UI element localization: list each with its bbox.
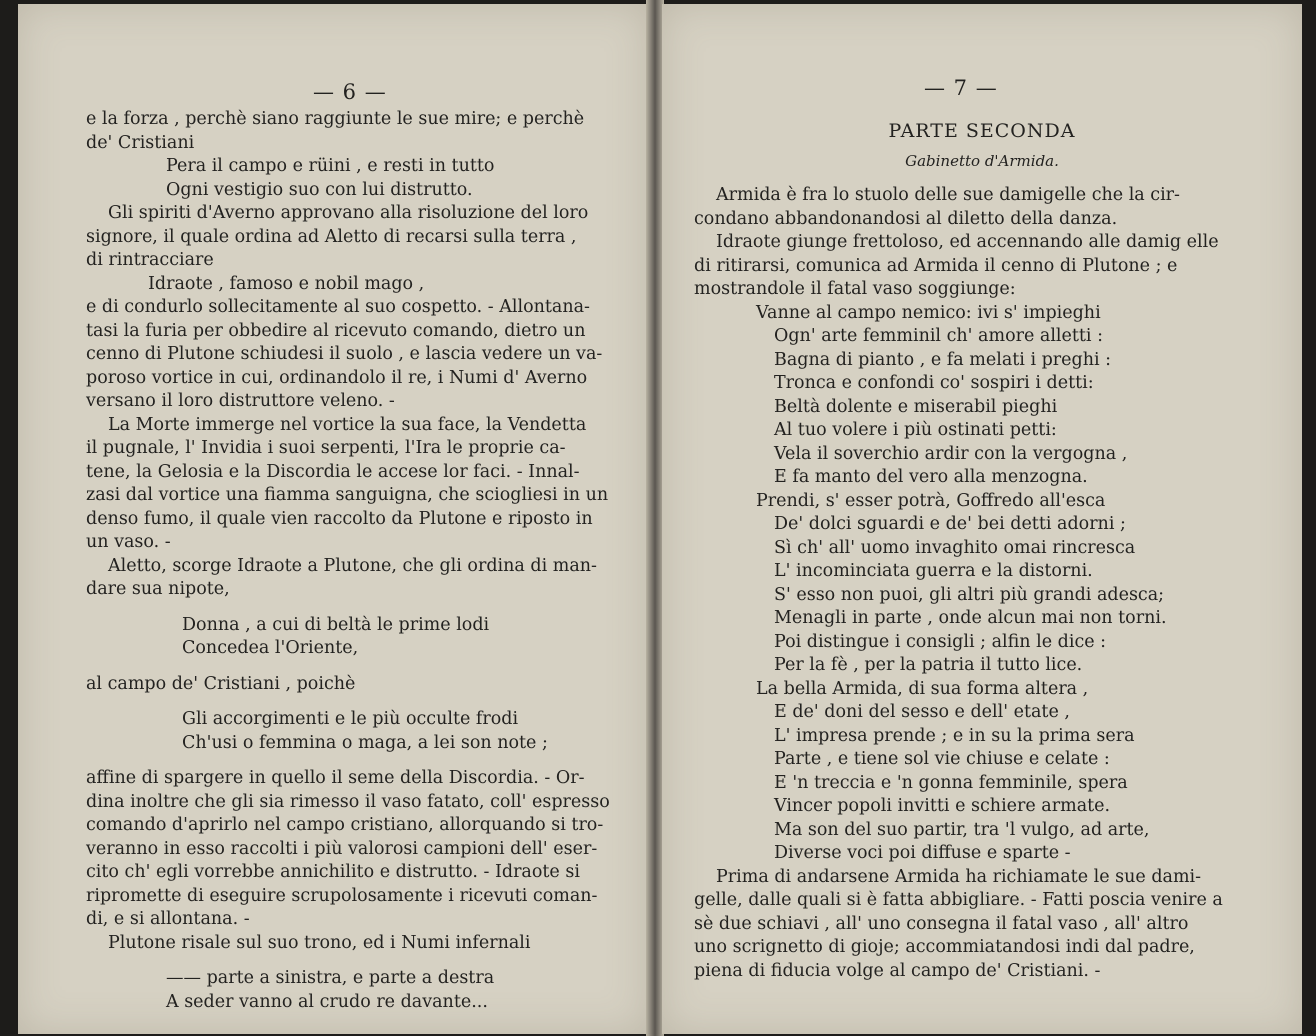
text-line: A seder vanno al crudo re davante...: [166, 991, 488, 1012]
text-line: poroso vortice in cui, ordinandolo il re, i Numi d' Averno: [86, 367, 588, 388]
text-line: Menagli in parte , onde alcun mai non torni.: [774, 608, 1167, 628]
text-line: Per la fè , per la patria il tutto lice.: [774, 655, 1083, 675]
text-line: Al tuo volere i più ostinati petti:: [774, 420, 1057, 440]
text-line: e la forza , perchè siano raggiunte le sue mire; e perchè: [86, 109, 585, 129]
text-line: Vanne al campo nemico: ivi s' impieghi: [756, 302, 1101, 323]
text-line: signore, il quale ordina ad Aletto di recarsi sulla terra ,: [86, 226, 577, 247]
text-line: comando d'aprirlo nel campo cristiano, allorquando si tro-: [86, 815, 604, 835]
text-line: sè due schiavi , all' uno consegna il fatal vaso , all' altro: [694, 913, 1189, 934]
text-line: Beltà dolente e miserabil pieghi: [774, 396, 1058, 417]
text-line: Prendi, s' esser potrà, Goffredo all'esca: [756, 490, 1106, 511]
text-line: cenno di Plutone schiudesi il suolo , e lascia vedere un va-: [86, 344, 603, 364]
section-heading: PARTE SECONDA: [888, 120, 1076, 142]
text-line: ripromette di eseguire scrupolosamente i ricevuti coman-: [86, 885, 598, 906]
text-line: E fa manto del vero alla menzogna.: [774, 467, 1088, 487]
text-line: L' incominciata guerra e la distorni.: [774, 561, 1093, 581]
blank-gap: [86, 955, 634, 967]
text-line: Pera il campo e rüini , e resti in tutto: [166, 156, 495, 176]
text-line: Aletto, scorge Idraote a Plutone, che gli ordina di man-: [108, 555, 597, 576]
text-line: piena di fiducia volge al campo de' Cristiani. -: [694, 960, 1101, 981]
text-line: dare sua nipote,: [86, 579, 230, 599]
left-page: [18, 4, 648, 1034]
text-line: al campo de' Cristiani , poichè: [86, 673, 356, 694]
text-line: de' Cristiani: [86, 132, 195, 153]
text-line: cito ch' egli vorrebbe annichilito e distrutto. - Idraote si: [86, 862, 580, 882]
text-line: tasi la furia per obbedire al ricevuto comando, dietro un: [86, 320, 586, 341]
text-line: Concedea l'Oriente,: [182, 638, 359, 658]
text-line: di ritirarsi, comunica ad Armida il cenno di Plutone ; e: [694, 255, 1178, 276]
text-line: Poi distingue i consigli ; alfin le dice :: [774, 631, 1107, 652]
page-body: [86, 108, 634, 1014]
text-line: L' impresa prende ; e in su la prima sera: [774, 725, 1135, 746]
text-line: Gli spiriti d'Averno approvano alla risoluzione del loro: [108, 203, 589, 223]
page-number: — 6 —: [313, 80, 387, 104]
text-line: Bagna di pianto , e fa melati i preghi :: [774, 349, 1112, 370]
text-line: gelle, dalle quali si è fatta abbigliare. - Fatti poscia venire a: [694, 890, 1223, 910]
text-line: Plutone risale sul suo trono, ed i Numi infernali: [108, 932, 531, 953]
text-line: E de' doni del sesso e dell' etate ,: [774, 702, 1070, 722]
text-line: Prima di andarsene Armida ha richiamate le sue dami-: [716, 866, 1202, 887]
text-line: Vincer popoli invitti e schiere armate.: [774, 796, 1111, 816]
text-line: E 'n treccia e 'n gonna femminile, spera: [774, 772, 1128, 793]
blank-gap: [86, 661, 634, 673]
text-line: Tronca e confondi co' sospiri i detti:: [774, 373, 1094, 393]
text-line: Parte , e tiene sol vie chiuse e celate :: [774, 749, 1110, 769]
section-subheading: Gabinetto d'Armida.: [905, 152, 1059, 170]
text-line: De' dolci sguardi e de' bei detti adorni ;: [774, 514, 1126, 534]
text-line: Diverse voci poi diffuse e sparte -: [774, 843, 1071, 863]
text-line: S' esso non puoi, gli altri più grandi adesca;: [774, 584, 1165, 605]
text-line: Donna , a cui di beltà le prime lodi: [182, 614, 490, 635]
text-line: Ma son del suo partir, tra 'l vulgo, ad arte,: [774, 819, 1150, 840]
text-line: e di condurlo sollecitamente al suo cospetto. - Allontana-: [86, 297, 590, 317]
text-line: uno scrignetto di gioje; accommiatandosi indi dal padre,: [694, 937, 1195, 957]
text-line: zasi dal vortice una fiamma sanguigna, che sciogliesi in un: [86, 485, 609, 505]
text-line: Ch'usi o femmina o maga, a lei son note ;: [182, 732, 548, 753]
text-line: Idraote giunge frettoloso, ed accennando alle damig elle: [716, 232, 1219, 252]
text-line: mostrandole il fatal vaso soggiunge:: [694, 279, 1016, 299]
text-line: versano il loro distruttore veleno. -: [86, 391, 395, 411]
page-number: — 7 —: [924, 76, 998, 100]
blank-gap: [86, 755, 634, 767]
right-page: [662, 4, 1302, 1034]
text-line: Armida è fra lo stuolo delle sue damigelle che la cir-: [716, 185, 1180, 205]
text-line: denso fumo, il quale vien raccolto da Plutone e riposto in: [86, 508, 593, 529]
text-line: Vela il soverchio ardir con la vergogna ,: [774, 443, 1128, 464]
text-line: La Morte immerge nel vortice la sua face, la Vendetta: [108, 414, 587, 435]
text-line: Gli accorgimenti e le più occulte frodi: [182, 709, 519, 729]
page-body: [694, 184, 1274, 983]
text-line: Ogn' arte femminil ch' amore alletti :: [774, 326, 1103, 346]
text-line: tene, la Gelosia e la Discordia le accese lor faci. - Innal-: [86, 461, 580, 482]
text-line: Ogni vestigio suo con lui distrutto.: [166, 179, 473, 200]
text-line: Idraote , famoso e nobil mago ,: [148, 273, 425, 294]
text-line: di rintracciare: [86, 250, 214, 270]
text-line: dina inoltre che gli sia rimesso il vaso fatato, coll' espresso: [86, 791, 610, 812]
text-line: affine di spargere in quello il seme della Discordia. - Or-: [86, 768, 585, 788]
text-line: di, e si allontana. -: [86, 909, 250, 929]
blank-gap: [86, 696, 634, 708]
text-line: il pugnale, l' Invidia i suoi serpenti, l'Ira le proprie ca-: [86, 438, 566, 458]
text-line: —— parte a sinistra, e parte a destra: [166, 968, 495, 988]
text-line: veranno in esso raccolti i più valorosi campioni dell' eser-: [86, 838, 598, 859]
blank-gap: [86, 602, 634, 614]
text-line: condano abbandonandosi al diletto della danza.: [694, 208, 1118, 229]
text-line: un vaso. -: [86, 532, 171, 552]
text-line: Sì ch' all' uomo invaghito omai rincresca: [774, 537, 1136, 558]
text-line: La bella Armida, di sua forma altera ,: [756, 678, 1089, 699]
